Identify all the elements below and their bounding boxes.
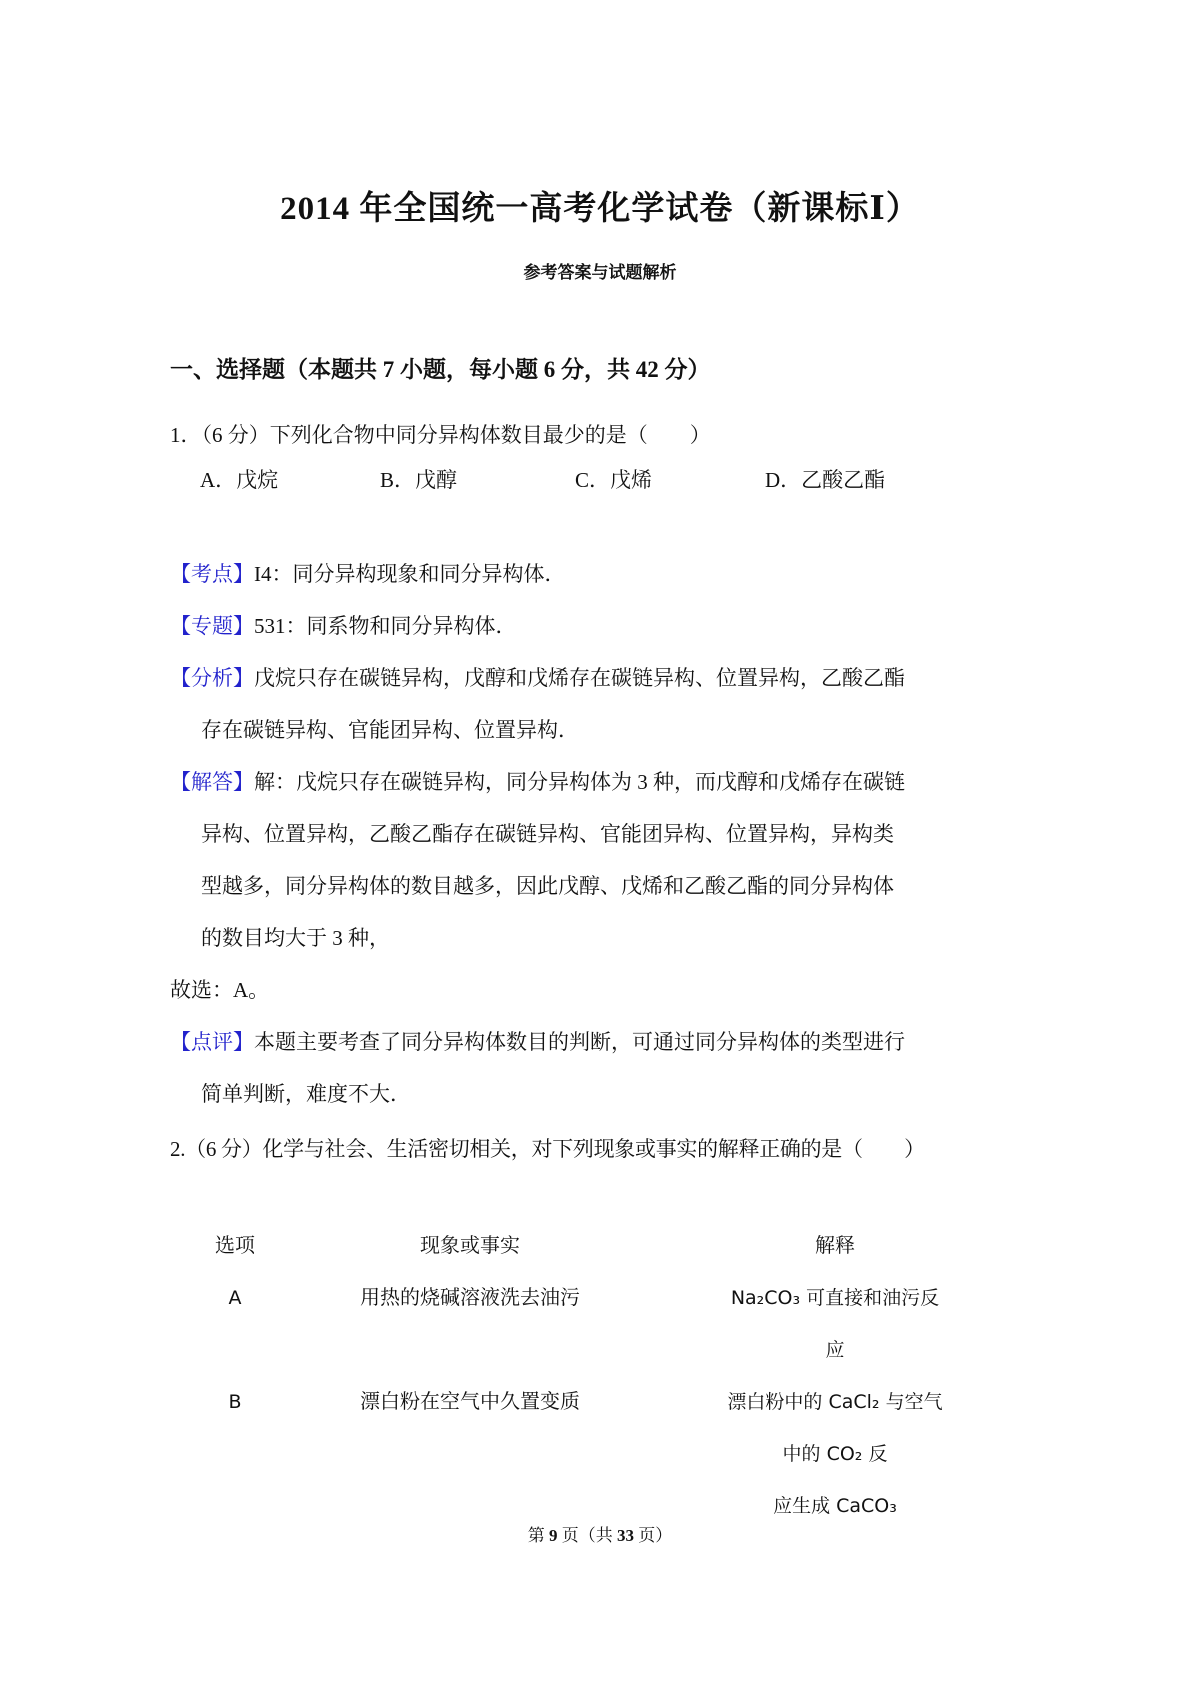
row-b-explanation xyxy=(640,1376,1030,1532)
dianping-line-1 xyxy=(170,1016,1030,1068)
question-2-table xyxy=(170,1220,1030,1532)
answer-line: 故选：A。 xyxy=(170,978,270,1002)
option-b: B．戊醇 xyxy=(380,468,458,492)
footer-text-middle: 页（共 xyxy=(557,1526,617,1545)
row-b-explanation-line-1: 漂白粉中的 CaCl₂ 与空气 xyxy=(727,1391,943,1413)
question-1-options xyxy=(170,466,1030,494)
jieda-line-4: 的数目均大于 3 种， xyxy=(201,926,390,950)
dianping-block xyxy=(170,1016,1030,1120)
table-header-explanation: 解释 xyxy=(815,1235,855,1257)
option-a: A．戊烷 xyxy=(200,468,279,492)
footer-page-number: 9 xyxy=(549,1526,558,1545)
question-1-stem: 1．（6 分）下列化合物中同分异构体数目最少的是（ ） xyxy=(170,423,711,447)
section-heading: 一、选择题（本题共 7 小题，每小题 6 分，共 42 分） xyxy=(170,357,711,382)
option-d: D．乙酸乙酯 xyxy=(765,468,886,492)
kaodian-label: 【考点】 xyxy=(170,562,254,586)
fenxi-label: 【分析】 xyxy=(170,666,254,690)
zhuanti-label: 【专题】 xyxy=(170,614,254,638)
table-row-a xyxy=(170,1272,1030,1376)
question-2-stem: 2.（6 分）化学与社会、生活密切相关，对下列现象或事实的解释正确的是（ ） xyxy=(170,1137,925,1161)
fenxi-text-1: 戊烷只存在碳链异构，戊醇和戊烯存在碳链异构、位置异构，乙酸乙酯 xyxy=(254,666,905,690)
kaodian-text: I4：同分异构现象和同分异构体． xyxy=(254,562,566,586)
row-b-option: B xyxy=(228,1391,242,1413)
row-b-explanation-line-3: 应生成 CaCO₃ xyxy=(773,1495,897,1517)
option-c: C．戊烯 xyxy=(575,468,653,492)
row-a-explanation-line-2: 应 xyxy=(825,1339,845,1361)
kaodian-line xyxy=(170,548,1030,600)
table-header-row xyxy=(170,1220,1030,1272)
table-header-phenomenon: 现象或事实 xyxy=(420,1235,520,1257)
footer-text-suffix: 页） xyxy=(634,1526,673,1545)
page-title: 2014 年全国统一高考化学试卷（新课标Ⅰ） xyxy=(280,191,920,227)
row-a-phenomenon: 用热的烧碱溶液洗去油污 xyxy=(360,1287,580,1309)
table-header-option: 选项 xyxy=(215,1235,255,1257)
question-1-analysis xyxy=(170,548,1030,1120)
page-subtitle: 参考答案与试题解析 xyxy=(523,263,677,282)
dianping-text-1: 本题主要考查了同分异构体数目的判断，可通过同分异构体的类型进行 xyxy=(254,1030,905,1054)
jieda-line-2: 异构、位置异构，乙酸乙酯存在碳链异构、官能团异构、位置异构，异构类 xyxy=(201,822,894,846)
fenxi-line-1 xyxy=(170,652,1030,704)
page-footer xyxy=(0,1524,1200,1548)
jieda-block xyxy=(170,756,1030,964)
row-a-option: A xyxy=(228,1287,242,1309)
row-b-explanation-line-2: 中的 CO₂ 反 xyxy=(782,1443,888,1465)
dianping-line-2: 简单判断，难度不大． xyxy=(201,1082,411,1106)
dianping-label: 【点评】 xyxy=(170,1030,254,1054)
footer-text-prefix: 第 xyxy=(527,1526,549,1545)
fenxi-line-2: 存在碳链异构、官能团异构、位置异构． xyxy=(201,718,579,742)
zhuanti-text: 531：同系物和同分异构体． xyxy=(254,614,517,638)
jieda-line-1 xyxy=(170,756,1030,808)
zhuanti-line xyxy=(170,600,1030,652)
row-a-explanation xyxy=(640,1272,1030,1376)
fenxi-block xyxy=(170,652,1030,756)
row-b-phenomenon: 漂白粉在空气中久置变质 xyxy=(360,1391,580,1413)
row-a-explanation-line-1: Na₂CO₃ 可直接和油污反 xyxy=(730,1287,940,1309)
table-row-b xyxy=(170,1376,1030,1532)
jieda-text-1: 解：戊烷只存在碳链异构，同分异构体为 3 种，而戊醇和戊烯存在碳链 xyxy=(254,770,905,794)
footer-total-pages: 33 xyxy=(617,1526,634,1545)
jieda-line-3: 型越多，同分异构体的数目越多，因此戊醇、戊烯和乙酸乙酯的同分异构体 xyxy=(201,874,894,898)
jieda-label: 【解答】 xyxy=(170,770,254,794)
